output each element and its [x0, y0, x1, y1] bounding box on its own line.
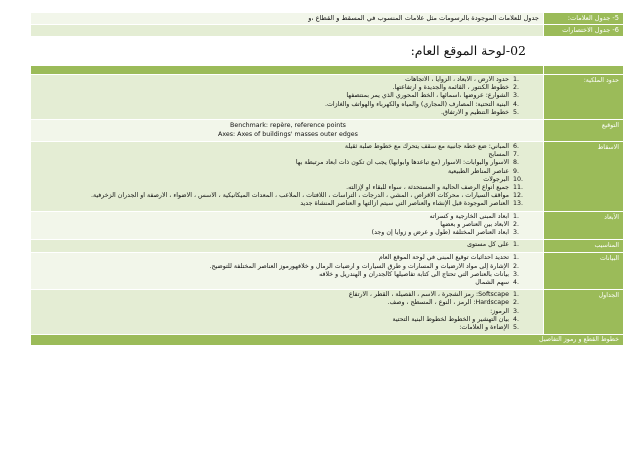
row-label: المناسيب	[544, 240, 624, 253]
row-content	[31, 240, 544, 253]
item-number: 3.	[513, 270, 520, 278]
item-text: العناصر الموجودة قبل الإنشاء والعناصر التي سيتم ازالتها و العناصر المنشأة جديد	[300, 200, 509, 208]
section-heading: 02-لوحة الموقع العام:	[410, 43, 526, 58]
list-item	[37, 192, 539, 200]
top-row	[31, 25, 624, 37]
item-text: عناصر المناظر الطبيعية	[448, 167, 509, 175]
row-content	[31, 120, 544, 142]
item-text: الرموز:	[490, 307, 509, 315]
list-item	[37, 92, 539, 100]
item-number: 4.	[513, 279, 520, 287]
main-table	[30, 65, 624, 346]
list-item	[37, 254, 539, 262]
list-item	[37, 279, 539, 287]
item-text: Hardscape: الرمز ، النوع ، المسطح ، وصف.	[387, 299, 509, 307]
item-text: الإضاءة و العلامات:	[459, 324, 509, 332]
item-text: المسابح	[488, 151, 509, 159]
table-row	[31, 142, 624, 212]
footer-label: خطوط القطع و رموز التفاصيل	[31, 335, 624, 346]
table-row	[31, 290, 624, 335]
item-number: 7.	[513, 151, 520, 159]
row-label: التوقيع	[544, 120, 624, 142]
item-list	[37, 254, 539, 287]
item-number: 4.	[513, 100, 520, 108]
item-number: 3.	[513, 229, 520, 237]
row-label: الاسقاط	[544, 142, 624, 212]
item-text: البنية التحتية: المصارف (المجاري) والمياه والكهرباء والهواتف والغازات.	[324, 100, 509, 108]
row-content	[31, 75, 544, 120]
item-text: جميع أنواع الرصف الحالية و المستحدثة ، سواء للبقاء أو لإزالته.	[346, 184, 509, 192]
list-item	[37, 168, 539, 176]
list-item	[37, 213, 539, 221]
list-item	[37, 159, 539, 167]
list-item	[37, 291, 539, 299]
item-number: 8.	[513, 159, 520, 167]
list-item	[37, 308, 539, 316]
list-item	[37, 229, 539, 237]
item-text: على كل مستوى	[467, 241, 509, 249]
item-number: 1.	[513, 241, 520, 249]
item-list	[37, 76, 539, 117]
item-text: المباني: ضع خطة جانبية مع سقف يتحرك مع خطوط صلبة ثقيلة	[344, 143, 509, 151]
item-text: Softscape: رمز الشجرة ، الاسم ، الفصيلة ، القطر ، الارتفاع	[348, 291, 509, 299]
list-item	[37, 143, 539, 151]
item-text: أبعاد المبنى الخارجية و كسراته	[429, 212, 509, 220]
item-number: 4.	[513, 315, 520, 323]
item-number: 6.	[513, 143, 520, 151]
item-number: 1.	[513, 254, 520, 262]
row-content	[31, 253, 544, 290]
item-text: مواقف السيارات ، محركات الأقراص ، المشي ، الدرجات ، التراسات ، اللافتات ، الملاعب ، المعدات الميكانيكية ، الأسس ، الأضواء ، الأرصفة أو الجدران الزخرفية.	[90, 192, 509, 200]
list-item	[37, 316, 539, 324]
list-item	[37, 324, 539, 332]
axes-text: Axes: Axes of buildings' masses outer edges	[218, 131, 358, 139]
top-row	[31, 13, 624, 25]
list-item	[37, 84, 539, 92]
item-number: 1.	[513, 291, 520, 299]
list-item	[37, 101, 539, 109]
item-text: البرجولات	[483, 175, 509, 183]
item-number: 1.	[513, 76, 520, 83]
table-row	[31, 75, 624, 120]
item-text: تحديد احداثيات توقيع المبنى في لوحة الموقع العام	[378, 254, 509, 262]
list-item	[37, 299, 539, 307]
list-item	[37, 271, 539, 279]
row-label: حدود الملكية:	[544, 75, 624, 120]
table-row	[31, 120, 624, 142]
item-text: الإشارة إلى مواد الأرضيات و المسارات و طرق السيارات و ارضيات الرمال و خلافهورموز العناصر المختلفة للتوضيح.	[209, 262, 509, 270]
item-text: بيان التهشير و الخطوط لخطوط البنية التحتية	[392, 315, 509, 323]
row-content	[31, 290, 544, 335]
item-text: خطوط التنظيم و الارتفاق.	[440, 108, 509, 116]
item-number: 5.	[513, 108, 520, 116]
item-text: ابعاد العناصر المختلفة (طول و عرض و زوايا إن وجد)	[371, 229, 509, 237]
header-band	[31, 66, 624, 75]
item-number: 3.	[513, 307, 520, 315]
item-text: خطوط الكنتور ، القائمة والجديدة و ارتفاعتها.	[392, 84, 509, 92]
table-row	[31, 240, 624, 253]
item-list	[37, 213, 539, 238]
item-number: 2.	[513, 299, 520, 307]
item-number: 1.	[513, 212, 520, 220]
top-row-label: 5- جدول العلامات:	[544, 13, 624, 25]
row-label: الأبعاد	[544, 211, 624, 240]
list-item	[37, 200, 539, 208]
item-number: 9.	[513, 167, 520, 175]
row-label: البيانات	[544, 253, 624, 290]
list-item	[37, 241, 539, 249]
list-item	[37, 76, 539, 84]
item-list	[37, 241, 539, 249]
item-text: سهم الشمال	[475, 279, 509, 287]
item-number: 2.	[513, 262, 520, 270]
item-number: 5.	[513, 324, 520, 332]
header-band-cell	[31, 66, 544, 75]
header-band-cell	[544, 66, 624, 75]
list-item	[37, 151, 539, 159]
top-row-text	[31, 25, 544, 37]
item-text: الأسوار والبوابات: الأسوار (مع تباعدها وأبوابها) يجب أن تكون ذات أبعاد مرتبطة بها	[295, 159, 509, 167]
list-item	[37, 184, 539, 192]
list-item	[37, 109, 539, 117]
item-number: 2.	[513, 84, 520, 92]
item-number: 11.	[513, 184, 524, 192]
list-item	[37, 221, 539, 229]
top-table	[30, 12, 624, 37]
item-text: الابعاد بين العناصر و بعضها	[440, 220, 509, 228]
item-number: 13.	[513, 200, 524, 208]
row-content	[31, 211, 544, 240]
item-number: 2.	[513, 220, 520, 228]
item-text: الشوارع: عروضها ،أسمائها ، الخط المحوري الذي يمر بمنتصفها	[346, 92, 509, 100]
item-text: حدود الأرض ، الأبعاد ، الزوايا ، الاتجاهات	[405, 76, 509, 83]
row-label: الجداول	[544, 290, 624, 335]
top-row-label: 6- جدول الاختصارات	[544, 25, 624, 37]
item-list	[37, 291, 539, 332]
item-list	[37, 143, 539, 209]
row-content	[31, 142, 544, 212]
item-number: 3.	[513, 92, 520, 100]
top-row-text: جدول للعلامات الموجودة بالرسومات مثل علامات المنسوب في المسقط و القطاع ،و	[31, 13, 544, 25]
benchmark-text: Benchmark: repère, reference points	[230, 122, 346, 130]
list-item	[37, 176, 539, 184]
list-item	[37, 263, 539, 271]
table-row	[31, 253, 624, 290]
item-number: 12.	[513, 192, 524, 200]
item-number: 10.	[513, 175, 524, 183]
item-text: بيانات بالعناصر التي تحتاج الى كتابة تفاصيلها كالجدران و الهندريل و خلافه	[319, 270, 509, 278]
table-row	[31, 211, 624, 240]
footer-row	[31, 335, 624, 346]
